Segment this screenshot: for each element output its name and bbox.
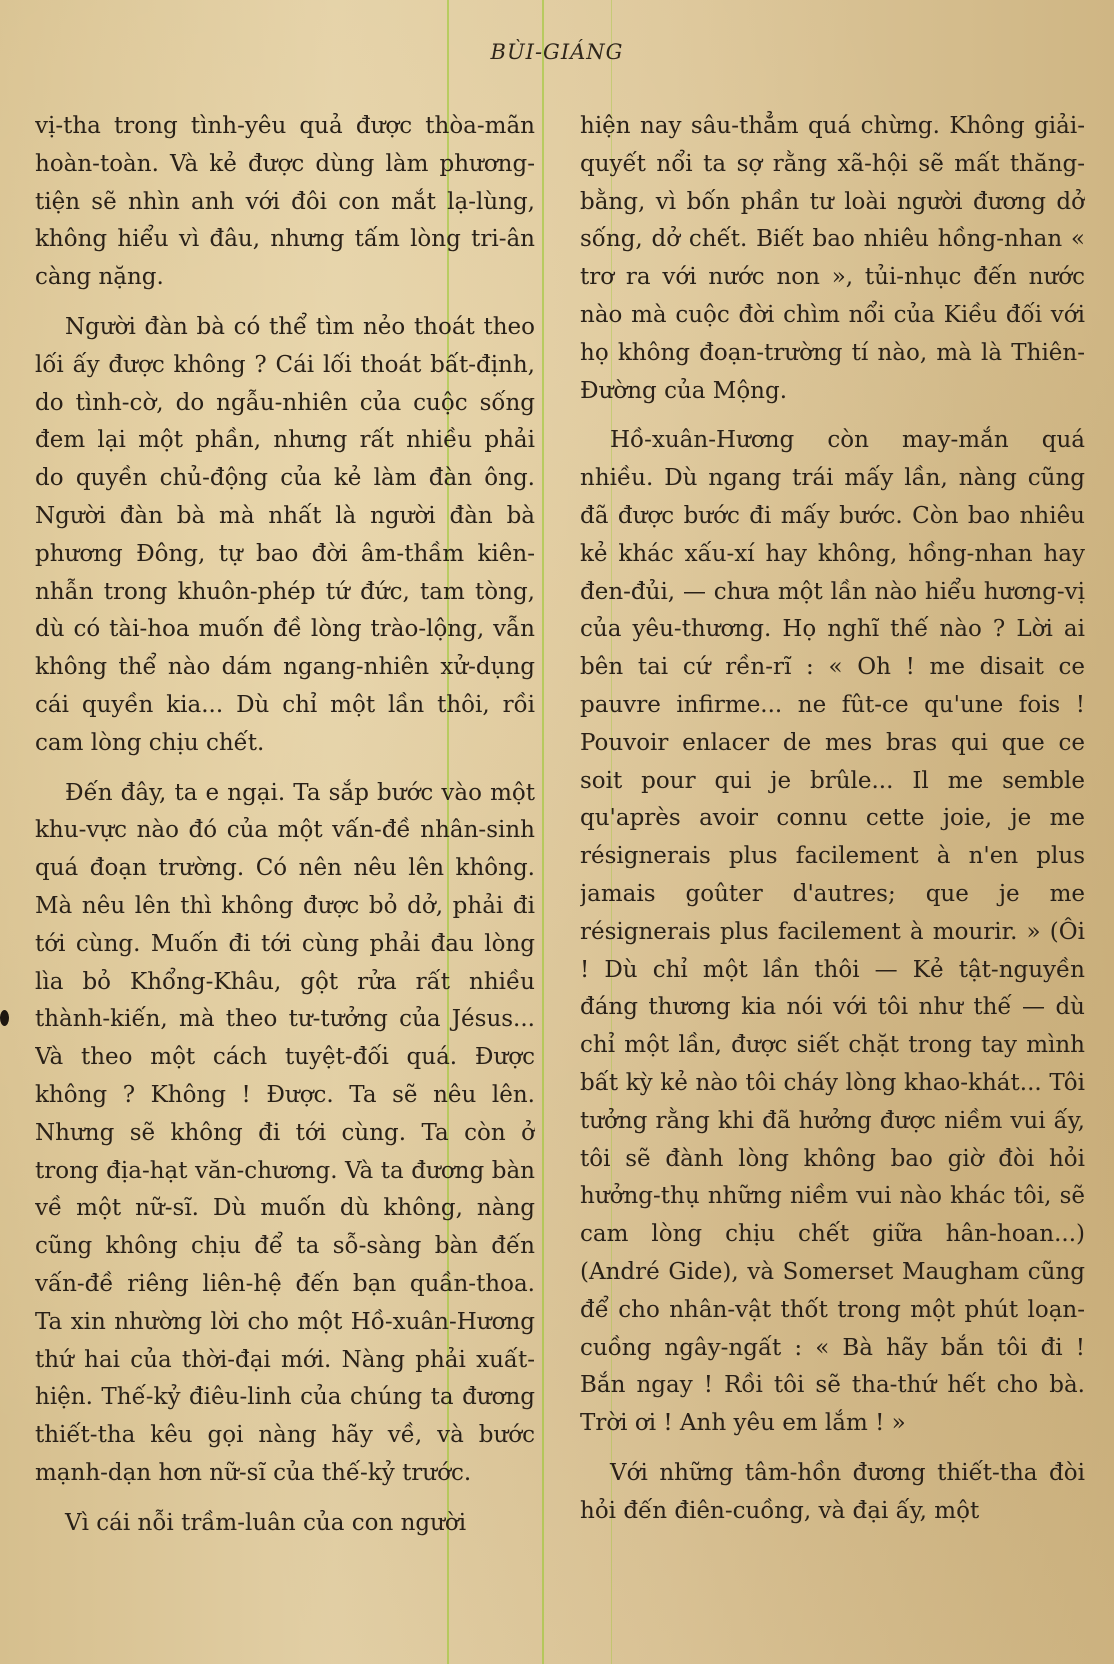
paragraph: Hồ-xuân-Hương còn may-mắn quá nhiều. Dù ngang trái mấy lần, nàng cũng đã được bước đi mấy bước. Còn bao nhiêu kẻ khác xấu-xí hay không, hồng-nhan hay đen-đủi, — chưa một lần nào hiểu hương-vị của yêu-thương. Họ nghĩ thế nào ? Lời ai bên tai cứ rền-rĩ : « Oh ! me disait ce pauvre infirme... ne fût-ce qu'une fois ! Pouvoir enlacer de mes bras qui que ce soit pour qui je brûle... Il me semble qu'après avoir connu cette joie, je me résignerais plus facilement à n'en plus jamais goûter d'autres; que je me résignerais plus facilement à mourir. » (Ôi ! Dù chỉ một lần thôi — Kẻ tật-nguyền đáng thương kia nói với tôi như thế — dù chỉ một lần, được siết chặt trong tay mình bất kỳ kẻ nào tôi cháy lòng khao-khát... Tôi tưởng rằng khi đã hưởng được niềm vui ấy, tôi sẽ đành lòng không bao giờ đòi hỏi hưởng-thụ những niềm vui nào khác tôi, sẽ cam lòng chịu chết giữa hân-hoan...) (André Gide), và Somerset Maugham cũng để cho nhân-vật thốt trong một phút loạn-cuồng ngây-ngất : « Bà hãy bắn tôi đi ! Bắn ngay ! Rồi tôi sẽ tha-thứ hết cho bà. Trời ơi ! Anh yêu em lắm ! » (580, 427, 1085, 1437)
paragraph: Với những tâm-hồn đương thiết-tha đòi hỏi đến điên-cuồng, và đại ấy, một (580, 1459, 1085, 1524)
paragraph: Đến đây, ta e ngại. Ta sắp bước vào một khu-vực nào đó của một vấn-đề nhân-sinh quá đoạn trường. Có nên nêu lên không. Mà nêu lên thì không được bỏ dở, phải đi tới cùng. Muốn đi tới cùng phải đau lòng lìa bỏ Khổng-Khâu, gột rửa rất nhiều thành-kiến, mà theo tư-tưởng của Jésus... Và theo một cách tuyệt-đối quá. Được không ? Không ! Được. Ta sẽ nêu lên. Nhưng sẽ không đi tới cùng. Ta còn ở trong địa-hạt văn-chương. Và ta đương bàn về một nữ-sĩ. Dù muốn dù không, nàng cũng không chịu để ta sỗ-sàng bàn đến vấn-đề riêng liên-hệ đến bạn quần-thoa. Ta xin nhường lời cho một Hồ-xuân-Hương thứ hai của thời-đại mới. Nàng phải xuất-hiện. Thế-kỷ điêu-linh của chúng ta đương thiết-tha kêu gọi nàng hãy về, và bước mạnh-dạn hơn nữ-sĩ của thế-kỷ trước. (35, 779, 535, 1486)
paragraph: vị-tha trong tình-yêu quả được thòa-mãn hoàn-toàn. Và kẻ được dùng làm phương-tiện sẽ nhìn anh với đôi con mắt lạ-lùng, không hiểu vì đâu, nhưng tấm lòng tri-ân càng nặng. (35, 113, 535, 291)
left-column (35, 108, 535, 1653)
right-column (580, 108, 1085, 1653)
scan-fold-line (542, 0, 544, 1664)
running-title: BÙI-GIÁNG (490, 40, 624, 64)
paragraph: hiện nay sâu-thẳm quá chừng. Không giải-quyết nổi ta sợ rằng xã-hội sẽ mất thăng-bằng, vì bốn phần tư loài người đương dở sống, dở chết. Biết bao nhiêu hồng-nhan « trơ ra với nước non », tủi-nhục đến nước nào mà cuộc đời chìm nổi của Kiều đối với họ không đoạn-trường tí nào, mà là Thiên-Đường của Mộng. (580, 113, 1085, 404)
paragraph: Người đàn bà có thể tìm nẻo thoát theo lối ấy được không ? Cái lối thoát bất-định, do tình-cờ, do ngẫu-nhiên của cuộc sống đem lại một phần, nhưng rất nhiều phải do quyền chủ-động của kẻ làm đàn ông. Người đàn bà mà nhất là người đàn bà phương Đông, tự bao đời âm-thầm kiên-nhẫn trong khuôn-phép tứ đức, tam tòng, dù có tài-hoa muốn đề lòng trào-lộng, vẫn không thể nào dám ngang-nhiên xử-dụng cái quyền kia... Dù chỉ một lần thôi, rồi cam lòng chịu chết. (35, 313, 535, 756)
ink-blot (0, 1010, 9, 1026)
paragraph: Vì cái nỗi trầm-luân của con người (65, 1509, 467, 1536)
